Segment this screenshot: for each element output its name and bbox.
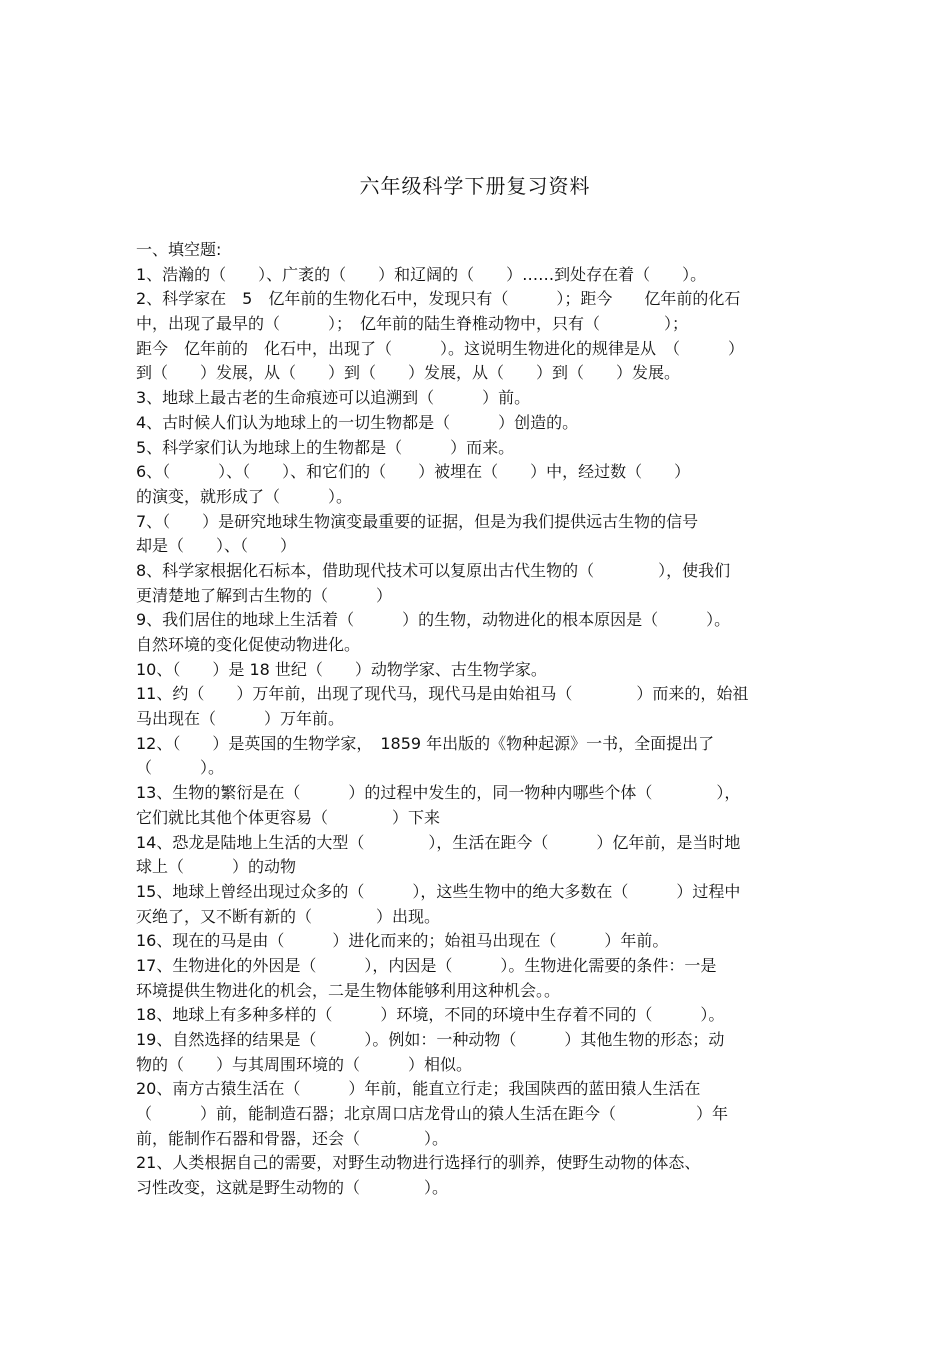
- question-line: 8、科学家根据化石标本，借助现代技术可以复原出古代生物的（ ），使我们: [136, 560, 731, 580]
- question-line: 中，出现了最早的（ ）； 亿年前的陆生脊椎动物中，只有（ ）；: [136, 314, 689, 334]
- question-line: 环境提供生物进化的机会，二是生物体能够利用这种机会。。: [136, 980, 561, 1000]
- question-list: [136, 238, 826, 1201]
- question-line: 9、我们居住的地球上生活着（ ）的生物，动物进化的根本原因是（ ）。: [136, 610, 731, 630]
- question-line: （ ）前，能制造石器；北京周口店龙骨山的猿人生活在距今（ ）年: [136, 1104, 729, 1124]
- question-line: （ ）。: [136, 758, 225, 778]
- question-line: 前，能制作石器和骨器，还会（ ）。: [136, 1128, 449, 1148]
- question-line: 16、现在的马是由（ ）进化而来的；始祖马出现在（ ）年前。: [136, 931, 669, 951]
- question-line: 的演变，就形成了（ ）。: [136, 486, 353, 506]
- question-line: 更清楚地了解到古生物的（ ）: [136, 585, 393, 605]
- question-line: 14、恐龙是陆地上生活的大型（ ），生活在距今（ ）亿年前，是当时地: [136, 832, 741, 852]
- question-line: 7、（ ）是研究地球生物演变最重要的证据，但是为我们提供远古生物的信号: [136, 511, 699, 531]
- question-line: 11、约（ ）万年前，出现了现代马，现代马是由始祖马（ ）而来的，始祖: [136, 684, 749, 704]
- question-line: 6、（ ）、（ ）、和它们的（ ）被埋在（ ）中，经过数（ ）: [136, 462, 691, 482]
- question-line: 2、科学家在 5 亿年前的生物化石中，发现只有（ ）；距今 亿年前的化石: [136, 289, 741, 309]
- section-heading: 一、填空题:: [136, 240, 222, 259]
- question-line: 球上（ ）的动物: [136, 857, 297, 877]
- question-line: 1、浩瀚的（ ）、广袤的（ ）和辽阔的（ ）……到处存在着（ ）。: [136, 264, 707, 284]
- document-title: 六年级科学下册复习资料: [359, 174, 591, 198]
- question-line: 19、自然选择的结果是（ ）。例如：一种动物（ ）其他生物的形态；动: [136, 1030, 725, 1049]
- question-line: 15、地球上曾经出现过众多的（ ），这些生物中的绝大多数在（ ）过程中: [136, 881, 741, 901]
- question-line: 21、人类根据自己的需要，对野生动物进行选择行的驯养，使野生动物的体态、: [136, 1153, 701, 1173]
- question-line: 3、地球上最古老的生命痕迹可以追溯到（ ）前。: [136, 388, 531, 408]
- question-line: 17、生物进化的外因是（ ），内因是（ ）。生物进化需要的条件：一是: [136, 955, 717, 975]
- question-line: 20、南方古猿生活在（ ）年前，能直立行走；我国陕西的蓝田猿人生活在: [136, 1079, 701, 1099]
- question-line: 灭绝了，又不断有新的（ ）出现。: [136, 906, 441, 926]
- question-line: 12、（ ）是英国的生物学家， 1859 年出版的《物种起源》一书，全面提出了: [136, 733, 715, 753]
- question-line: 5、科学家们认为地球上的生物都是（ ）而来。: [136, 437, 515, 457]
- question-line: 18、地球上有多种多样的（ ）环境，不同的环境中生存着不同的（ ）。: [136, 1005, 725, 1025]
- question-line: 习性改变，这就是野生动物的（ ）。: [136, 1178, 449, 1198]
- question-line: 自然环境的变化促使动物进化。: [136, 635, 361, 654]
- question-line: 10、（ ）是 18 世纪（ ）动物学家、古生物学家。: [136, 659, 547, 679]
- question-line: 13、生物的繁衍是在（ ）的过程中发生的，同一物种内哪些个体（ ），: [136, 783, 741, 803]
- question-line: 它们就比其他个体更容易（ ）下来: [136, 807, 441, 827]
- question-line: 距今 亿年前的 化石中，出现了（ ）。这说明生物进化的规律是从 （ ）: [136, 338, 745, 358]
- question-line: 马出现在（ ）万年前。: [136, 709, 345, 729]
- question-line: 物的（ ）与其周围环境的（ ）相似。: [136, 1054, 473, 1074]
- question-line: 却是（ ）、（ ）: [136, 536, 297, 556]
- question-line: 4、古时候人们认为地球上的一切生物都是（ ）创造的。: [136, 412, 579, 432]
- question-line: 到（ ）发展，从（ ）到（ ）发展，从（ ）到（ ）发展。: [136, 363, 681, 383]
